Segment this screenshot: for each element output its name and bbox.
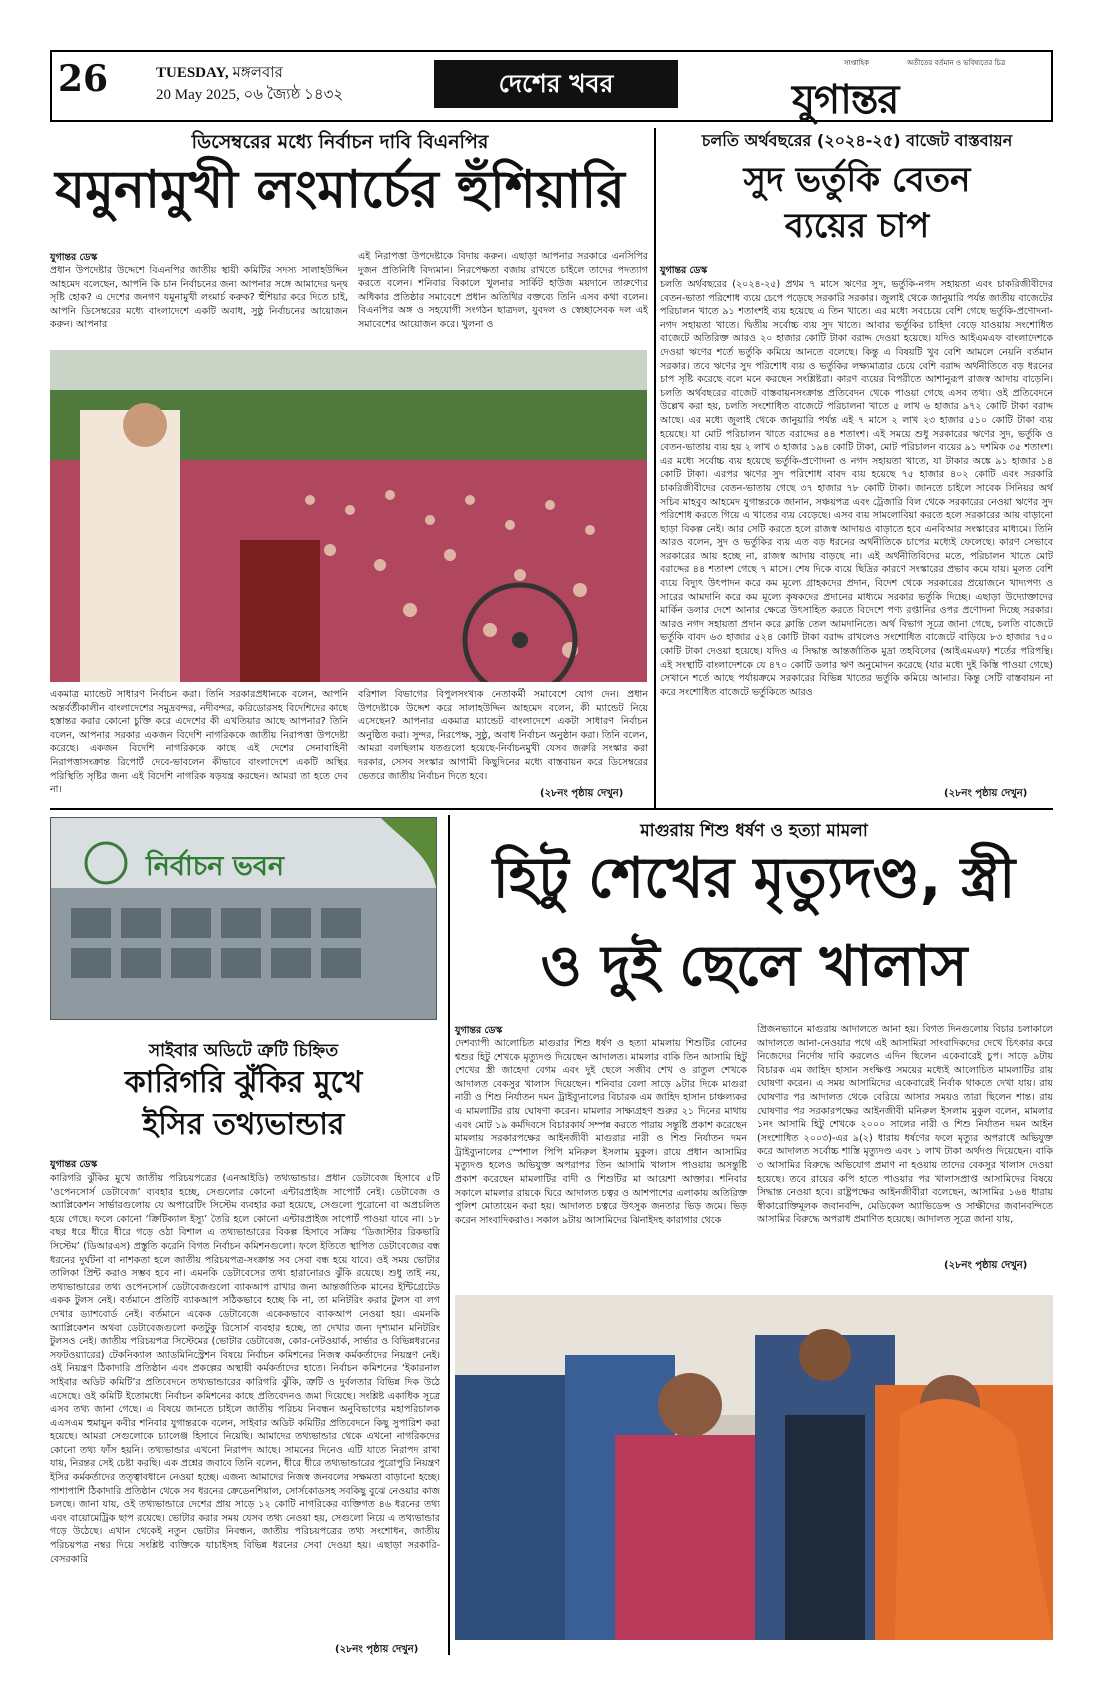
- logo-prefix: সাপ্তাহিক: [844, 59, 870, 67]
- story1-col1: প্রধান উপদেষ্টার উদ্দেশে বিএনপির জাতীয় স্থায়ী কমিটির সদস্য সালাহউদ্দিন আহমেদ বলেছেন, আপনি কি চান নির্বাচনের জন্য আপনার সঙ্গে আমাদের দ্বন্দ্ব সৃষ্টি হোক? এ দেশের জনগণ যমুনামুখী লংমার্চ করুক? হুঁশিয়ার করে দিতে চাই, আপনি ডিসেম্বরের মধ্যে বাংলাদেশে একটি অবাধ, সুষ্ঠু নির্বাচনের আয়োজন করুন। আপনার: [50, 265, 348, 331]
- section-rule: [50, 808, 1053, 810]
- story4-credit: যুগান্তর ডেস্ক: [455, 1025, 503, 1036]
- story3-body: কারিগরি ঝুঁকির মুখে জাতীয় পরিচয়পত্রের (এনআইডি) তথ্যভান্ডার। প্রধান ডেটাবেজ হিসাবে ৫টি ‘ওপেনসোর্স ডেটাবেজ’ ব্যবহার হচ্ছে, সেগুলোর কোনো এন্টারপ্রাইজ সাপোর্ট নেই। ডেটাবেজ ও অ্যাপ্লিকেশন সার্ভারগুলোয় যে অপারেটিং সিস্টেম ব্যবহার করা হয়েছে, সেগুলো পুরোনো বা অপ্রচলিত হয়ে গেছে। ফলে কোনো ‘ক্রিটিক্যাল ইস্যু’ তৈরি হলে কোনো এন্টারপ্রাইজ সাপোর্ট পাওয়া যাবে না। ১৮ বছর ধরে ধীরে ধীরে গড়ে ওঠা বিশাল এ তথ্যভান্ডারের বিকল্প হিসাবে সক্রিয় ‘ডিজাস্টার রিকভারি সিস্টেম’ (ডিআরএস) প্রস্তুতি করেনি বিগত নির্বাচন কমিশনগুলো। ফলে ইতিতে স্থাপিত ডেটাবেজের বন্ধ ধরনের দুর্ঘটনা বা নাশকতা হলে জাতীয় পরিচয়পত্র-সংক্রান্ত সব সেবা বন্ধ হয়ে যাবে। ওই সময় ভোটার তালিকা প্রিন্ট করাও সম্ভব হবে না। এমনকি ডেটাবেসের তথ্য হারানোরও ঝুঁকি রয়েছে। শুধু তাই নয়, তথ্যভান্ডারের তথ্য ওপেনসোর্স ডেটাবেজগুলো ব্যাকআপ রাখার জন্য আন্তর্জাতিক মানের ইন্টিগ্রেটেড একক টুলস নেই। বর্তমানে প্রতিটি ব্যাকআপ সঠিকভাবে হচ্ছে কি না, তা মনিটরিং করার টুলস বা লগ দেখার ড্যাশবোর্ড নেই। বর্তমানে একেক ডেটাবেজে একেকভাবে ব্যাকআপ নেওয়া হয়। এমনকি অ্যাপ্লিকেশন অথবা ডেটাবেজগুলো কতটুকু রিসোর্স ব্যবহার হচ্ছে, তা দেখার জন্য দৃশ্যমান মনিটরিং টুলসও নেই। জাতীয় পরিচয়পত্র সিস্টেমের (ভোটার ডেটাবেজ, কোর-নেটওয়ার্ক, সার্ভার ও বিভিন্নধরনের সফটওয়্যারের) টেকনিক্যাল অ্যাডমিনিস্ট্রেশন বিষয়ে নির্বাচন কমিশনের নিজস্ব কর্মকর্তাদের নিয়ন্ত্রণ নেই। ওই নিয়ন্ত্রণ ঠিকাদারি প্রতিষ্ঠান এবং প্রকল্পের অস্থায়ী কর্মকর্তাদের হাতে। নির্বাচন কমিশনের ‘ইকারনাল সাইবার অডিট কমিটি’র প্রতিবেদনে তথ্যভান্ডারের কারিগরি ঝুঁকি, ত্রুটি ও দুর্বলতার বিভিন্ন দিক উঠে এসেছে। ওই কমিটি ইতোমধ্যে নির্বাচন কমিশনের কাছে প্রতিবেদনও জমা দিয়েছে। সংশ্লিষ্ট একাধিক সূত্রে এসব তথ্য জানা গেছে। এ বিষয়ে জানতে চাইলে জাতীয় পরিচয় নিবন্ধন অনুবিভাগের মহাপরিচালক এএসএম হুমায়ুন কবীর শনিবার যুগান্তরকে বলেন, সাইবার অডিট কমিটির প্রতিবেদনে কিছু সুপারিশ করা হয়েছে। আমরা সেগুলোকে চ্যালেঞ্জ হিসাবে নিয়েছি। আমাদের তথ্যভান্ডার থেকে এখনো নাগরিকদের কোনো তথ্য ফাঁস হয়নি। তথ্যভান্ডার এখনো নিরাপদ আছে। সামনের দিনেও এটি যাতে নিরাপদ রাখা যায়, নিরন্তর সেই চেষ্টা করছি। এক প্রশ্নের জবাবে তিনি বলেন, ধীরে ধীরে তথ্যভান্ডারের পুরোপুরি নিয়ন্ত্রণ ইসির কর্মকর্তাদের তত্ত্বাবধানে নেওয়া হচ্ছে। এজন্য আমাদের নিজস্ব জনবলের সক্ষমতা বাড়ানো হচ্ছে। পাশাপাশি ঠিকাদারি প্রতিষ্ঠান থেকে সব ধরনের ক্রেডেনশিয়াল, সোর্সকোডসহ সবকিছু বুঝে নেওয়ার কাজ চলছে। জানা যায়, ওই তথ্যভান্ডারে দেশের প্রায় সাড়ে ১২ কোটি নাগরিকের ব্যক্তিগত ৪৬ ধরনের তথ্য এবং বায়োমেট্রিক ছাপ রয়েছে। ভোটার করার সময় যেসব তথ্য নেওয়া হয়, সেগুলো নিয়ে এ তথ্যভান্ডার গড়ে উঠেছে। এখান থেকেই নতুন ভোটার নিবন্ধন, জাতীয় পরিচয়পত্রের তথ্য সংশোধন, জাতীয় পরিচয়পত্র নম্বর দিয়ে সংশ্লিষ্ট ব্যক্তিকে যাচাইসহ বিভিন্ন ধরনের সেবা দেওয়া হয়। এছাড়া সরকারি-বেসরকারি: [50, 1173, 440, 1565]
- story2-credit: যুগান্তর ডেস্ক: [660, 265, 708, 276]
- date-english: 20 May 2025,: [156, 87, 240, 103]
- weekday: TUESDAY,: [156, 65, 229, 81]
- weekday-bn: মঙ্গলবার: [232, 65, 283, 81]
- rally-photo: [50, 350, 647, 682]
- story1-kicker: ডিসেম্বরের মধ্যে নির্বাচন দাবি বিএনপির: [191, 131, 489, 153]
- story2-headline-line2: ব্যয়ের চাপ: [784, 206, 930, 246]
- story4-col2: প্রিজনভ্যানে মাগুরায় আদালতে আনা হয়। বিগত দিনগুলোয় বিচার চলাকালে আদালতে আনা-নেওয়ার পথে এই আসামিরা সাংবাদিকদের দেখে চিৎকার করে নিজেদের নির্দোষ দাবি করলেও এদিন ছিলেন একেবারেই চুপ। সাড়ে ৯টায় বিচারক এম জাহিদ হাসান সংক্ষিপ্ত সময়ের মধ্যেই আলোচিত মামলাটির রায় ঘোষণা করেন। এ সময় আসামিদের একেবারেই নির্বাক থাকতে দেখা যায়। রায় ঘোষণার পর আদালত থেকে বেরিয়ে আসার সময়ও তারা ছিলেন শান্ত। রায় ঘোষণার পর সরকারপক্ষের আইনজীবী মনিরুল ইসলাম মুকুল বলেন, মামলার ১নং আসামি হিটু শেখকে ২০০০ সালের নারী ও শিশু নির্যাতন দমন আইন (সংশোধিত ২০০৩)-এর ৯(২) ধারায় ধর্ষণের ফলে মৃত্যুর অপরাধে অভিযুক্ত করে আদালত সর্বোচ্চ শাস্তি মৃত্যুদণ্ড এবং ১ লাখ টাকা অর্থদণ্ড দিয়েছেন। বাকি ৩ আসামির বিরুদ্ধে অভিযোগ প্রমাণ না হওয়ায় তাদের বেকসুর খালাস দেওয়া হয়েছে। তবে রায়ের কপি হাতে পাওয়ার পর খালাসপ্রাপ্ত আসামিদের বিষয়ে সিদ্ধান্ত নেওয়া হবে। রাষ্ট্রপক্ষের আইনজীবীরা বলেছেন, আসামির ১৬৪ ধারায় স্বীকারোক্তিমূলক জবানবন্দি, মেডিকেল অ্যাভিডেন্স ও সাক্ষীদের জবানবন্দিতে আসামির বিরুদ্ধে অপরাধ প্রমাণিত হয়েছে। আদালত সূত্রে জানা যায়,: [757, 1024, 1053, 1226]
- story3-headline-line2: ইসির তথ্যভান্ডার: [142, 1107, 345, 1142]
- column-divider: [654, 128, 656, 808]
- date-block: [156, 62, 343, 106]
- election-building-photo: [50, 817, 437, 1020]
- page-number: 26: [58, 58, 109, 100]
- logo-tagline: অতীতের বর্তমান ও ভবিষ্যতের চিত্র: [907, 59, 1006, 67]
- story4-headline-line1: হিটু শেখের মৃত্যুদণ্ড, স্ত্রী: [492, 846, 1016, 911]
- story4-kicker: মাগুরায় শিশু ধর্ষণ ও হত্যা মামলা: [640, 821, 868, 841]
- section-label: দেশের খবর: [434, 60, 678, 108]
- story1-credit: যুগান্তর ডেস্ক: [50, 252, 98, 263]
- building-sign: নির্বাচন ভবন: [146, 851, 285, 882]
- newspaper-logo: যুগান্তর: [792, 77, 899, 123]
- story3-credit: যুগান্তর ডেস্ক: [50, 1159, 98, 1170]
- story2-kicker: চলতি অর্থবছরের (২০২৪-২৫) বাজেট বাস্তবায়ন: [701, 131, 1013, 150]
- story1-col3: একমাত্র ম্যান্ডেট সাধারণ নির্বাচন করা। তিনি সরকারপ্রধানকে বলেন, আপনি অন্তর্বর্তীকালীন বাংলাদেশের সমুদ্রবন্দর, নদীবন্দর, করিডোরসহ বিদেশিদের কাছে হস্তান্তর করার কোনো চুক্তি করে এদেশের কী এখতিয়ার আছে আপনার? তিনি বলেন, আপনার সরকার একজন বিদেশি নাগরিককে জাতীয় নিরাপত্তা উপদেষ্টা করেছে। একজন বিদেশি নাগরিককে কাছে এই দেশের সেনাবাহিনী নিরাপত্তাসংক্রান্ত রিপোর্ট দেবে-ভাবলেন কীভাবে বাংলাদেশে একটি অস্থির পরিস্থিতি সৃষ্টির জন্য এই বিদেশি নাগরিক ষড়যন্ত্র করছেন। আমরা তা হতে দেব না।: [50, 689, 348, 796]
- story1-headline: যমুনামুখী লংমার্চের হুঁশিয়ারি: [55, 160, 625, 220]
- story1-col2: এই নিরাপত্তা উপদেষ্টাকে বিদায় করুন। এছাড়া আপনার সরকারে এনসিপির দুজন প্রতিনিধি বিদ্যমান। নিরপেক্ষতা বজায় রাখতে চাইলে তাদের পদত্যাগ করতে বলেন। শনিবার বিকালে খুলনার সার্কিট হাউজ ময়দানে তারুণ্যের অধিকার প্রতিষ্ঠার সমাবেশে প্রধান অতিথির বক্তব্যে তিনি এসব কথা বলেন। বিএনপির অঙ্গ ও সহযোগী সংগঠন ছাত্রদল, যুবদল ও স্বেচ্ছাসেবক দল এই সমাবেশের আয়োজন করে। খুলনা ও: [358, 251, 648, 330]
- story4-headline-line2: ও দুই ছেলে খালাস: [540, 934, 968, 999]
- story3-kicker: সাইবার অডিটে ত্রুটি চিহ্নিত: [148, 1041, 339, 1061]
- story3-continued: (২৮নং পৃষ্ঠায় দেখুন): [335, 1644, 419, 1655]
- story1-col4: বরিশাল বিভাগের বিপুলসংখ্যক নেতাকর্মী সমাবেশে যোগ দেন। প্রধান উপদেষ্টাকে উদ্দেশ করে সালাহউদ্দিন আহমেদ বলেন, কী ম্যান্ডেট নিয়ে এসেছেন? আপনার একমাত্র ম্যান্ডেট বাংলাদেশে একটা সাধারণ নির্বাচন অনুষ্ঠিত করা। সুন্দর, নিরপেক্ষ, সুষ্ঠু, অবাধ নির্বাচন অনুষ্ঠান করা। তিনি বলেন, আমরা বলছিলাম যতগুলো হয়েছে-নির্বাচনমুখী যেসব জরুরি সংস্কার করা দরকার, সেসব সংস্কার আগামী কিছুদিনের মধ্যে বাস্তবায়ন করে ডিসেম্বরের ভেতরে জাতীয় নির্বাচন দিতে হবে।: [358, 689, 648, 782]
- story4-continued: (২৮নং পৃষ্ঠায় দেখুন): [944, 1260, 1028, 1271]
- story2-continued: (২৮নং পৃষ্ঠায় দেখুন): [944, 788, 1028, 799]
- story3-headline-line1: কারিগরি ঝুঁকির মুখে: [124, 1065, 363, 1100]
- date-bangla: ০৬ জ্যৈষ্ঠ ১৪৩২: [243, 87, 344, 103]
- court-photo: [455, 1295, 1053, 1640]
- story1-continued: (২৮নং পৃষ্ঠায় দেখুন): [540, 788, 624, 799]
- story2-headline-line1: সুদ ভর্তুকি বেতন: [743, 160, 971, 200]
- story2-body: চলতি অর্থবছরের (২০২৪-২৫) প্রথম ৭ মাসে ঋণের সুদ, ভর্তুকি-নগদ সহায়তা এবং চাকরিজীবীদের বেতন-ভাতা পরিশোধ ব্যয়ে চেপে পড়েছে সরকারি সরকার। জুলাই থেকে জানুয়ারি পর্যন্ত জাতীয় বাজেটের পরিচালন খাতে ৯১ শতাংশই ব্যয় হয়েছে এ তিন খাতে। এর মধ্যে সবচেয়ে বেশি গেছে ভর্তুকি-প্রণোদনা-নগদ সহায়তা খাতে। দ্বিতীয় সর্বোচ্চ ব্যয় সুদ খাতে। আবার ভর্তুকির চাহিদা বেড়ে যাওয়ায় সংশোধিত বাজেটে অতিরিক্ত আরও ২০ হাজার কোটি টাকা বরাদ্দ দেওয়া হয়েছে। যদিও আইএমএফ বাংলাদেশকে দেওয়া ঋণের শর্তে ভর্তুকি কমিয়ে আনতে বলেছে। কিন্তু এ বিষয়টি খুব বেশি আমলে নেয়নি বর্তমান সরকার। তবে ঋণের সুদ পরিশোধ ব্যয় ও ভর্তুকির লক্ষ্যমাত্রার চেয়ে বেশি বরাদ্দ অর্থনীতিতে বড় ধরনের চাপ সৃষ্টি করেছে বলে মনে করছেন সংশ্লিষ্টরা। কারণ ব্যয়ের বিপরীতে আশানুরূপ রাজস্ব আদায় বাড়েনি। চলতি অর্থবছরের বাজেট বাস্তবায়নসংক্রান্ত প্রতিবেদন থেকে পাওয়া গেছে এসব তথ্য। ওই প্রতিবেদনে উল্লেখ করা হয়, চলতি সংশোধিত বাজেটে পরিচালনা খাতে ৫ লাখ ৬ হাজার ৯৭২ কোটি টাকা বরাদ্দ আছে। এর মধ্যে জুলাই থেকে জানুয়ারি পর্যন্ত এই ৭ মাসে ২ লাখ ২৩ হাজার ৫১০ কোটি টাকা ব্যয় হয়েছে। যা মোট পরিচালন খাতে বরাদ্দের ৪৪ শতাংশ। এই সময়ে শুধু সরকারের ঋণের সুদ, ভর্তুকি ও বেতন-ভাতায় ব্যয় হয় ২ লাখ ৩ হাজার ১৯৪ কোটি টাকা, মোট পরিচালন ব্যয়ের ৯১ দশমিক ৩৫ শতাংশ। এর মধ্যে সর্বোচ্চ ব্যয় হয়েছে ভর্তুকি-প্রণোদনা ও নগদ সহায়তা খাতে, যা টাকার অঙ্কে ৯১ হাজার ১৪ কোটি টাকা। এরপর ঋণের সুদ পরিশোধ বাবদ ব্যয় হয়েছে ৭৫ হাজার ৪০২ কোটি এবং সরকারি চাকরিজীবীদের বেতন-ভাতায় গেছে ৩৭ হাজার ৭৮ কোটি টাকা। জানতে চাইলে সাবেক সিনিয়র অর্থ সচিব মাহবুব আহমেদ যুগান্তরকে জানান, সঞ্চয়পত্র এবং ট্রেজারি বিল থেকে সরকারের নেওয়া ঋণের সুদ পরিশোধ করতে গিয়ে এ খাতের ব্যয় বেড়েছে। এসব ব্যয় সামলোবিয়া করতে হলে সরকারের আয় বাড়ানো ছাড়া বিকল্প নেই। আর সেটি করতে হলে রাজস্ব আদায়ও বাড়াতে হবে এনবিআর সংস্কারের মাধ্যমে। তিনি আরও বলেন, সুদ ও ভর্তুকির ব্যয় এত বড় ধরনের অর্থনীতিকে চাপের মধ্যেই ফেলেছে। কারণ সেভাবে সরকারের আয় হচ্ছে না, রাজস্ব আদায় বাড়ছে না। এই অর্থনীতিবিদের মতে, পরিচালন খাতে মোট বরাদ্দের ৪৪ শতাংশ গেছে ৭ মাসে। শেষ দিকে ব্যয়ে ছিদ্রির কারণে সংস্কারের প্রভাব কমে যায়। মূলত বেশি ব্যয়ে বিদ্যুৎ উৎপাদন করে কম মূল্যে গ্রাহকদের প্রদান, বিদেশ থেকে সরকারের প্রয়োজনে খাদ্যপণ্য ও সারের আমদানি করে কম মূল্যে কৃষকদের প্রদানের মাধ্যমে সরকার ভর্তুকি দিচ্ছে। এছাড়া উদ্যোক্তাদের মার্কিন ডলার দেশে আনার ক্ষেত্রে উৎসাহিত করতে বিদেশে পণ্য রপ্তানির ওপর প্রণোদনা দিচ্ছে সরকার। আরও নগদ সহায়তা প্রদান করে ক্লান্তি তেল আমদানিতে। অর্থ বিভাগ সূত্রে জানা গেছে, চলতি বাজেটে ভর্তুকি বাবদ ৬৩ হাজার ৫২৪ কোটি টাকা বরাদ্দ রাখলেও সংশোধিত বাজেটে বাড়িয়ে ৮৩ হাজার ৭৫০ কোটি টাকা দেওয়া হয়েছে। যদিও এ সিদ্ধান্ত আন্তর্জাতিক মুদ্রা তহবিলের (আইএমএফ) শর্তের পরিপন্থি। এই সংস্থাটি বাংলাদেশকে যে ৪৭০ কোটি ডলার ঋণ অনুমোদন করেছে (যার মধ্যে দুই কিস্তি পাওয়া গেছে) সেখানে শর্তে আছে পর্যায়ক্রমে সরকারের বিভিন্ন খাতের ভর্তুকি কমিয়ে আনার। কিন্তু সেটি বাস্তবায়ন না করে সংশোধিত বাজেটে ভর্তুকিতে আরও: [660, 279, 1053, 698]
- masthead: [50, 50, 1053, 122]
- column-divider-2: [448, 815, 450, 1655]
- story4-col1: দেশব্যাপী আলোচিত মাগুরার শিশু ধর্ষণ ও হত্যা মামলায় শিশুটির বোনের শ্বশুর হিটু শেখকে মৃত্যুদণ্ড দিয়েছেন আদালত। মামলার বাকি তিন আসামি হিটু শেখের স্ত্রী জাহেদা বেগম এবং দুই ছেলে সজীব শেখ ও রাতুল শেখকে আদালত বেকসুর খালাস দিয়েছেন। শনিবার বেলা সাড়ে ৯টার দিকে মাগুরা নারী ও শিশু নির্যাতন দমন ট্রাইব্যুনালের বিচারক এম জাহিদ হাসান চাঞ্চল্যকর এ মামলাটির রায় ঘোষণা করেন। মামলার সাক্ষ্যগ্রহণ শুরুর ২১ দিনের মাথায় এবং মোট ১৯ কর্মদিবসে বিচারকার্য সম্পন্ন করতে পারায় সন্তুষ্টি প্রকাশ করেছেন মামলায় সরকারপক্ষের আইনজীবী মাগুরার নারী ও শিশু নির্যাতন দমন ট্রাইব্যুনালের স্পেশাল পিপি মনিরুল ইসলাম মুকুল। রায়ে প্রধান আসামির মৃত্যুদণ্ড হলেও অভিযুক্ত অপরাপর তিন আসামি খালাস পাওয়ায় অসন্তুষ্টি প্রকাশ করেছেন মামলাটির বাদী ও শিশুটির মা আয়েশা আক্তার। শনিবার সকালে মামলার রায়কে ঘিরে আদালত চত্বর ও আশপাশের এলাকায় অতিরিক্ত পুলিশ মোতায়েন করা হয়। আদালত চত্বরে উৎসুক জনতার ভিড় জমে। ভিড় করেন সাংবাদিকরাও। সকাল ৯টায় আসামিদের ঝিনাইদহ কারাগার থেকে: [455, 1038, 747, 1226]
